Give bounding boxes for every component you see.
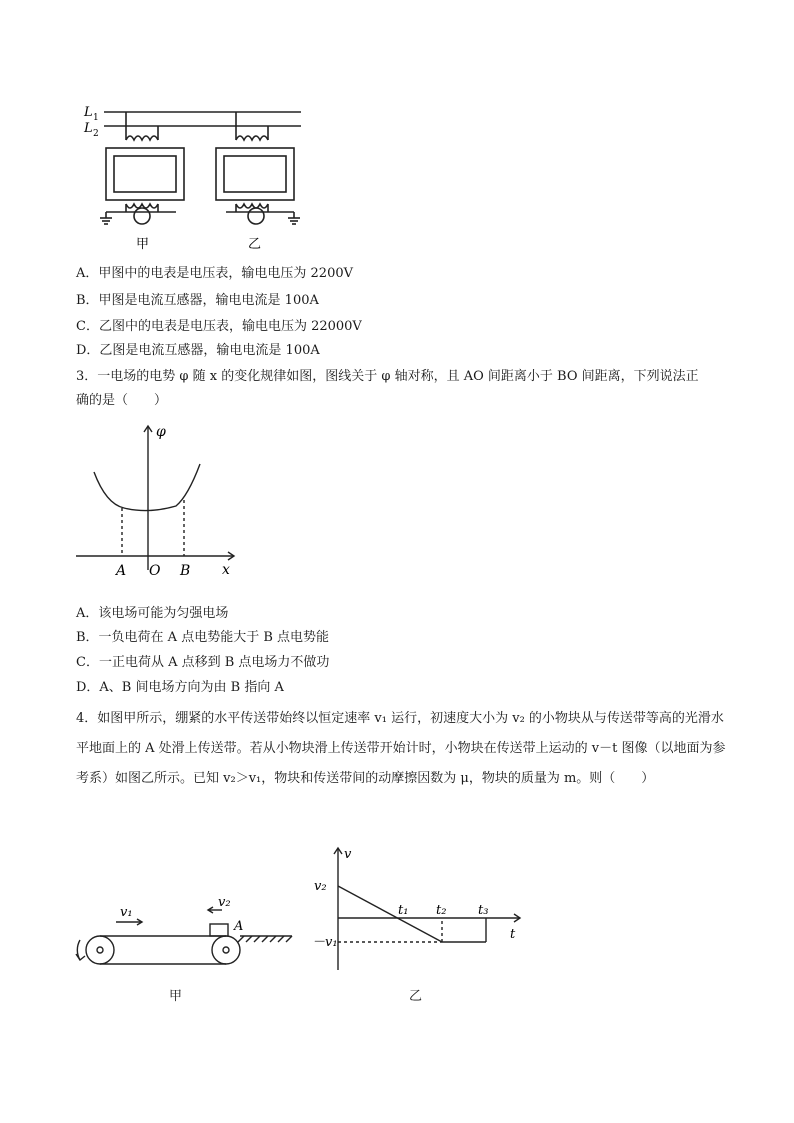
conveyor-belt-figure	[74, 890, 304, 980]
belt-speed-label: v₁	[120, 905, 133, 920]
transformer-figure	[76, 100, 306, 255]
origin-label: O	[149, 563, 161, 579]
wire-label-l2: L	[84, 121, 93, 136]
q2-option-c: C．乙图中的电表是电压表，输电电压为 22000V	[76, 319, 362, 334]
wire-label-l1: L	[84, 105, 93, 120]
q2-option-a: A．甲图中的电表是电压表，输电电压为 2200V	[76, 266, 353, 281]
svg-text:1: 1	[93, 113, 99, 123]
v2-tick-label: v₂	[314, 879, 327, 894]
q3-stem-line2: 确的是（ ）	[76, 393, 168, 408]
t1-label: t₁	[398, 903, 409, 918]
t2-label: t₂	[436, 903, 447, 918]
v-axis-label: v	[344, 847, 352, 862]
caption-yi: 乙	[248, 237, 262, 252]
caption-yi: 乙	[409, 989, 423, 1004]
velocity-time-graph	[310, 842, 530, 972]
t-axis-label: t	[510, 927, 516, 942]
q3-option-c: C．一正电荷从 A 点移到 B 点电场力不做功	[76, 655, 330, 670]
potential-graph	[76, 420, 246, 580]
q4-stem: 4．如图甲所示，绷紧的水平传送带始终以恒定速率 v₁ 运行，初速度大小为 v₂ 的小物块从与传送带等高的光滑水平地面上的 A 处滑上传送带。若从小物块滑上传送带开始计时，小物块在传送带上运动的 v－t 图像（以地面为参考系）如图乙所示。已知 v₂＞v₁，物块和传送带间的动摩擦因数为 μ，物块的质量为 m。则（ ）	[76, 711, 726, 786]
q3-option-b: B．一负电荷在 A 点电势能大于 B 点电势能	[76, 630, 330, 645]
q3-stem-line1: 3．一电场的电势 φ 随 x 的变化规律如图，图线关于 φ 轴对称，且 AO 间距离小于 BO 间距离，下列说法正	[76, 369, 699, 384]
x-axis-label: x	[222, 562, 230, 578]
caption-jia: 甲	[169, 989, 183, 1004]
point-a-label: A	[116, 563, 127, 579]
neg-v1-tick-label: －v₁	[312, 935, 338, 950]
point-b-label: B	[180, 563, 191, 579]
q3-option-a: A．该电场可能为匀强电场	[76, 606, 229, 621]
block-speed-label: v₂	[218, 895, 231, 910]
q2-option-d: D．乙图是电流互感器，输电电流是 100A	[76, 343, 320, 358]
q3-option-d: D．A、B 间电场方向为由 B 指向 A	[76, 680, 284, 695]
phi-axis-label: φ	[156, 424, 166, 440]
caption-jia: 甲	[136, 237, 150, 252]
q2-option-b: B．甲图是电流互感器，输电电流是 100A	[76, 293, 319, 308]
svg-text:2: 2	[93, 129, 99, 139]
point-a-label: A	[234, 919, 244, 934]
t3-label: t₃	[478, 903, 489, 918]
